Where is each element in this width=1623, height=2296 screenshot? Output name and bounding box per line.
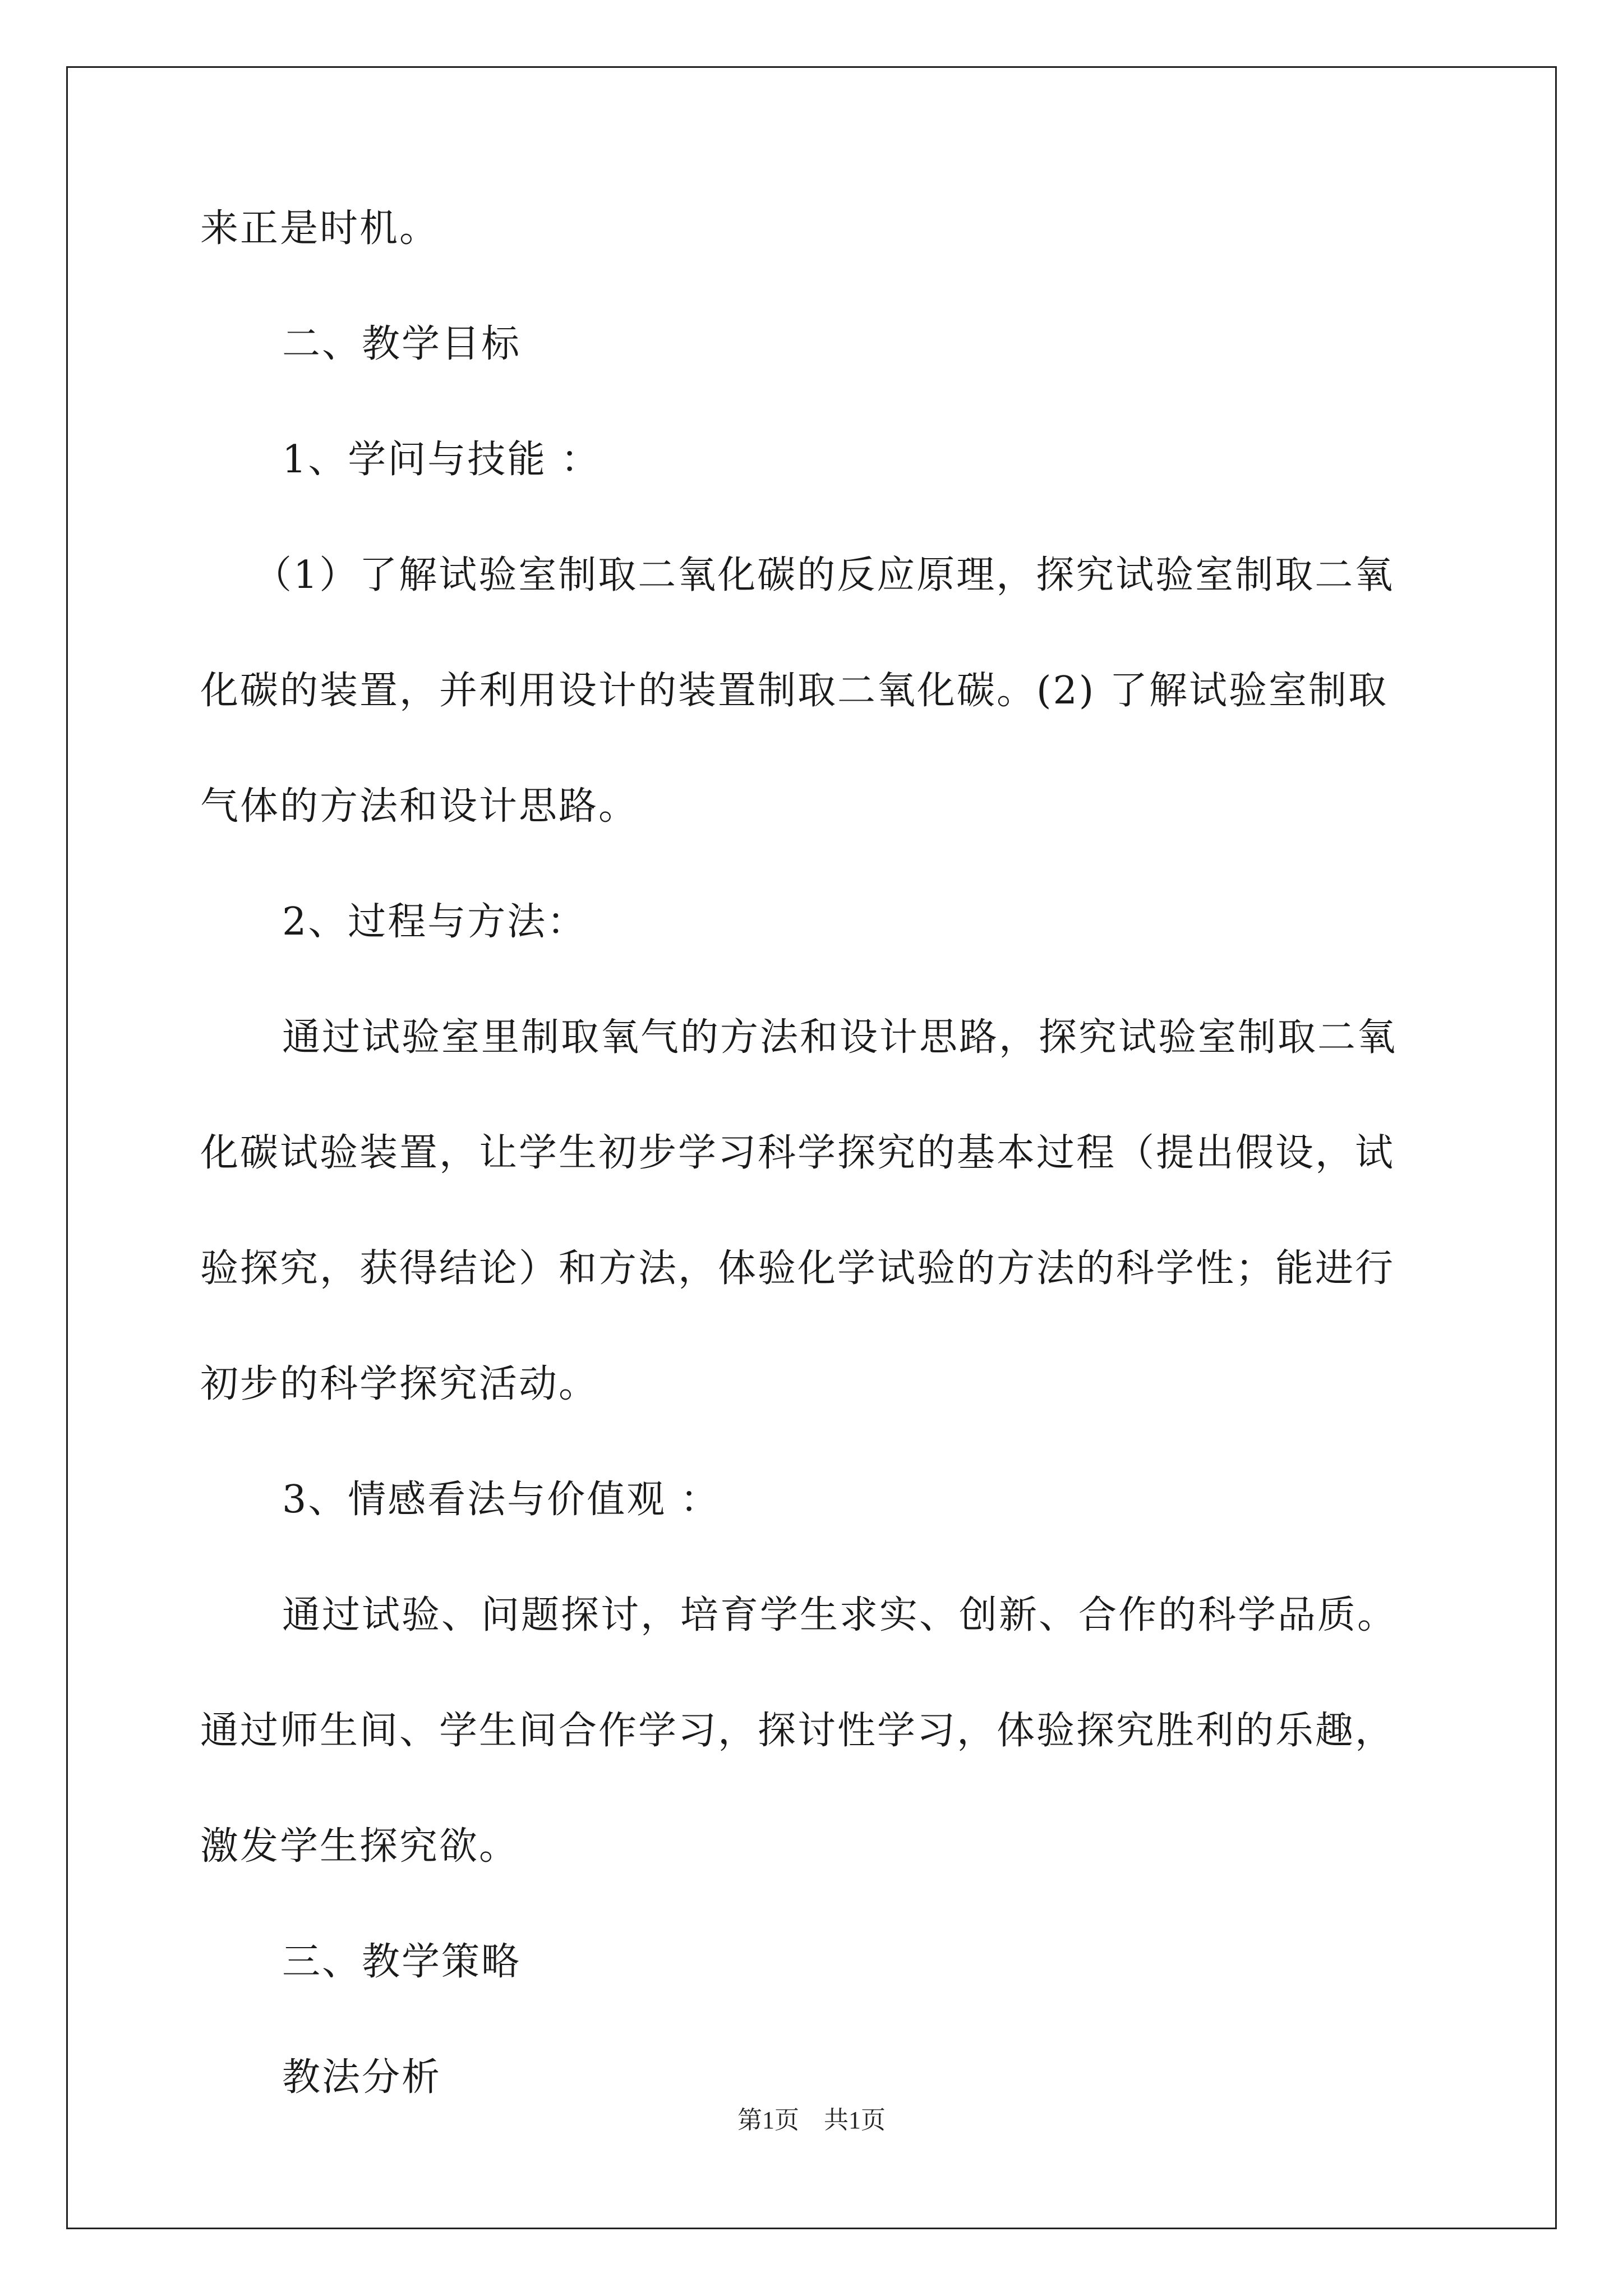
text-line: 通过试验室里制取氧气的方法和设计思路，探究试验室制取二氧 [282,1015,1398,1060]
section-heading: 二、教学目标 [282,322,522,366]
subsection-heading: 1、学问与技能 ： [282,438,601,482]
text-line: （1）了解试验室制取二氧化碳的反应原理，探究试验室制取二氧 [253,553,1395,597]
page-number-label: 第1页 共1页 [737,2106,886,2134]
text-line: 初步的科学探究活动。 [200,1362,599,1406]
page-number-footer [0,2108,1623,2133]
text-line: 化碳试验装置，让学生初步学习科学探究的基本过程（提出假设，试 [200,1131,1395,1175]
text-line: 验探究，获得结论）和方法，体验化学试验的方法的科学性；能进行 [200,1246,1395,1291]
subsection-heading: 2、过程与方法： [282,900,587,944]
text-line: 气体的方法和设计思路。 [200,784,639,829]
text-line: 通过试验、问题探讨，培育学生求实、创新、合作的科学品质。 [282,1593,1398,1637]
text-line: 通过师生间、学生间合作学习，探讨性学习，体验探究胜利的乐趣， [200,1709,1395,1753]
text-line: 激发学生探究欲。 [200,1824,519,1869]
text-line: 化碳的装置，并利用设计的装置制取二氧化碳。(2) 了解试验室制取 [200,669,1388,713]
text-line: 来正是时机。 [200,206,440,251]
section-heading: 三、教学策略 [282,1940,522,1984]
subsection-heading: 教法分析 [282,2055,442,2100]
subsection-heading: 3、情感看法与价值观 ： [282,1478,720,1522]
